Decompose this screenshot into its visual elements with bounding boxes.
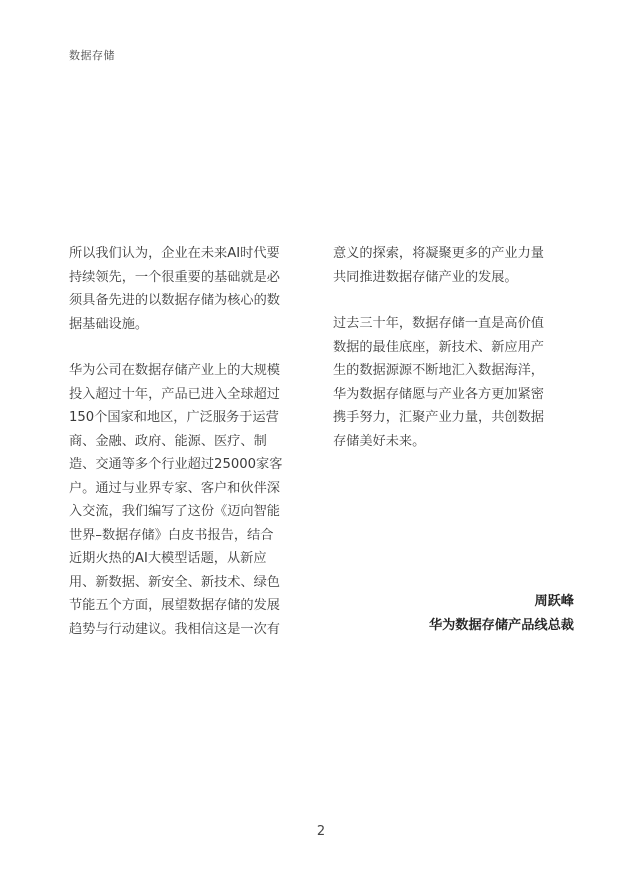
text-line: 华为数据存储愿与产业各方更加紧密	[333, 386, 544, 402]
page-number: 2	[316, 824, 326, 839]
signature-title: 华为数据存储产品线总裁	[428, 617, 574, 633]
text-line: 意义的探索，将凝聚更多的产业力量	[333, 246, 544, 261]
signature-block	[429, 590, 574, 637]
paragraph-1	[69, 242, 313, 336]
text-line: 携手努力，汇聚产业力量，共创数据	[333, 410, 544, 425]
text-line: 所以我们认为，企业在未来AI时代要	[69, 246, 280, 261]
text-line: 华为公司在数据存储产业上的大规模	[69, 363, 280, 378]
right-text-column	[333, 242, 577, 476]
paragraph-3	[333, 242, 577, 289]
signature-name: 周跃峰	[534, 594, 574, 609]
text-line: 共同推进数据存储产业的发展。	[333, 269, 518, 285]
text-line: 造、交通等多个行业超过25000家客	[69, 457, 283, 472]
text-line: 世界–数据存储》白皮书报告，结合	[69, 527, 274, 543]
text-line: 生的数据源源不断地汇入数据海洋，	[333, 363, 544, 378]
text-line: 存储美好未来。	[333, 433, 426, 449]
text-line: 过去三十年，数据存储一直是高价值	[333, 316, 544, 331]
paragraph-4	[333, 312, 577, 453]
paragraph-2	[69, 359, 313, 641]
text-line: 持续领先，一个很重要的基础就是必	[69, 269, 280, 285]
text-line: 户。通过与业界专家、客户和伙伴深	[69, 480, 280, 496]
text-line: 数据的最佳底座，新技术、新应用产	[333, 339, 544, 355]
text-line: 据基础设施。	[69, 316, 149, 332]
text-line: 趋势与行动建议。我相信这是一次有	[69, 621, 280, 637]
text-line: 近期火热的AI大模型话题，从新应	[69, 551, 267, 566]
text-line: 用、新数据、新安全、新技术、绿色	[69, 574, 280, 590]
left-text-column	[69, 242, 313, 664]
text-line: 商、金融、政府、能源、医疗、制	[69, 433, 267, 449]
text-line: 入交流，我们编写了这份《迈向智能	[69, 504, 280, 519]
text-line: 投入超过十年，产品已进入全球超过	[69, 386, 280, 402]
text-line: 节能五个方面，展望数据存储的发展	[69, 598, 280, 613]
text-line: 须具备先进的以数据存储为核心的数	[69, 293, 280, 308]
running-header: 数据存储	[69, 49, 115, 62]
text-line: 150个国家和地区，广泛服务于运营	[69, 410, 279, 425]
